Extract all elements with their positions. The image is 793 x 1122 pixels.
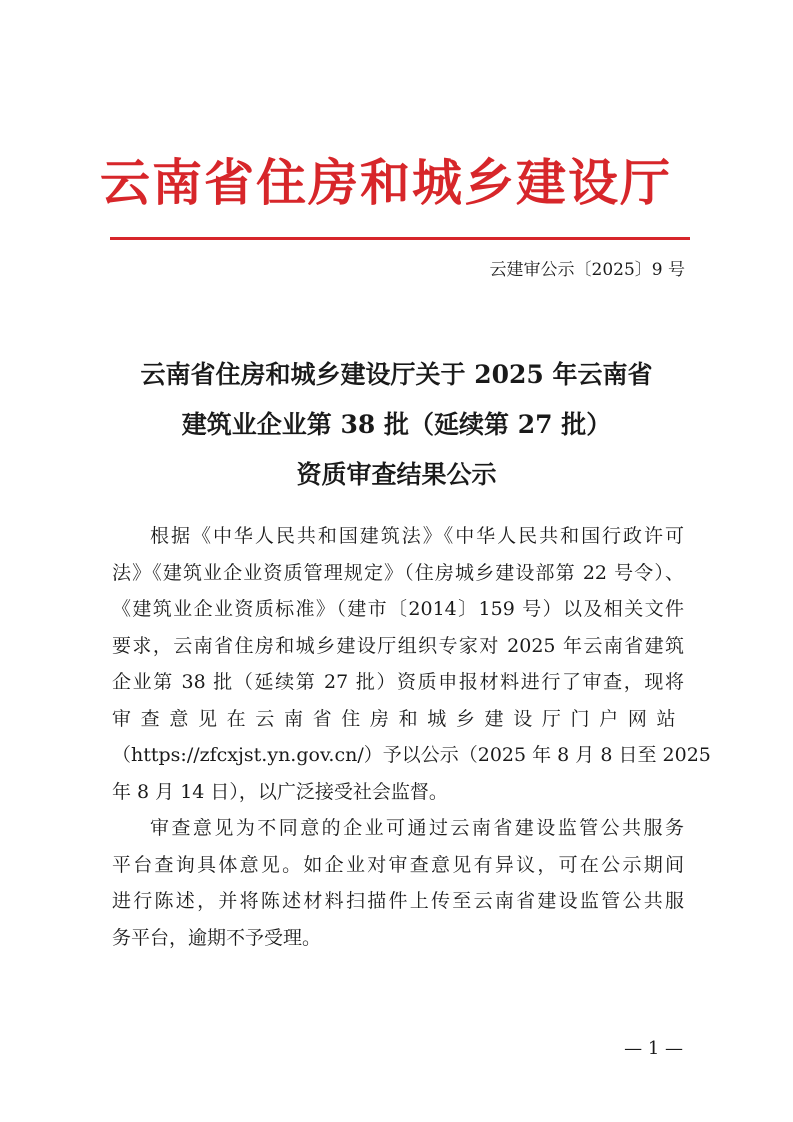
paragraph-line: 审查意见为不同意的企业可通过云南省建设监管公共服务 bbox=[150, 817, 684, 839]
paragraph-2 bbox=[112, 810, 684, 956]
document-number: 云建审公示〔2025〕9 号 bbox=[489, 260, 685, 280]
title-line-2: 建筑业企业第 38 批（延续第 27 批） bbox=[181, 410, 612, 439]
paragraph-line: 《建筑业企业资质标准》（建市〔2014〕159 号）以及相关文件 bbox=[112, 598, 684, 620]
letterhead-title: 云南省住房和城乡建设厅 bbox=[100, 154, 672, 212]
paragraph-line: 根据《中华人民共和国建筑法》《中华人民共和国行政许可 bbox=[150, 525, 684, 547]
paragraph-line: 法》《建筑业企业资质管理规定》（住房城乡建设部第 22 号令）、 bbox=[112, 561, 684, 584]
letterhead-red-rule bbox=[110, 237, 690, 240]
paragraph-line: 年 8 月 14 日），以广泛接受社会监督。 bbox=[112, 780, 448, 803]
document-title bbox=[90, 350, 703, 500]
paragraph-line: 进行陈述，并将陈述材料扫描件上传至云南省建设监管公共服 bbox=[112, 890, 684, 912]
paragraph-line: 审查意见在云南省住房和城乡建设厅门户网站 bbox=[112, 707, 684, 730]
title-line-1: 云南省住房和城乡建设厅关于 2025 年云南省 bbox=[140, 360, 653, 389]
paragraph-1 bbox=[112, 518, 711, 810]
paragraph-line: 务平台，逾期不予受理。 bbox=[112, 926, 322, 949]
page-number: — 1 — bbox=[624, 1038, 683, 1059]
paragraph-line: （https://zfcxjst.yn.gov.cn/）予以公示（2025 年 8 月 8 日至 2025 bbox=[112, 744, 711, 766]
paragraph-line: 企业第 38 批（延续第 27 批）资质申报材料进行了审查，现将 bbox=[112, 671, 684, 693]
document-body bbox=[112, 518, 711, 956]
title-line-3: 资质审查结果公示 bbox=[296, 460, 497, 489]
paragraph-line: 要求，云南省住房和城乡建设厅组织专家对 2025 年云南省建筑 bbox=[112, 634, 684, 657]
paragraph-line: 平台查询具体意见。如企业对审查意见有异议，可在公示期间 bbox=[112, 853, 684, 876]
